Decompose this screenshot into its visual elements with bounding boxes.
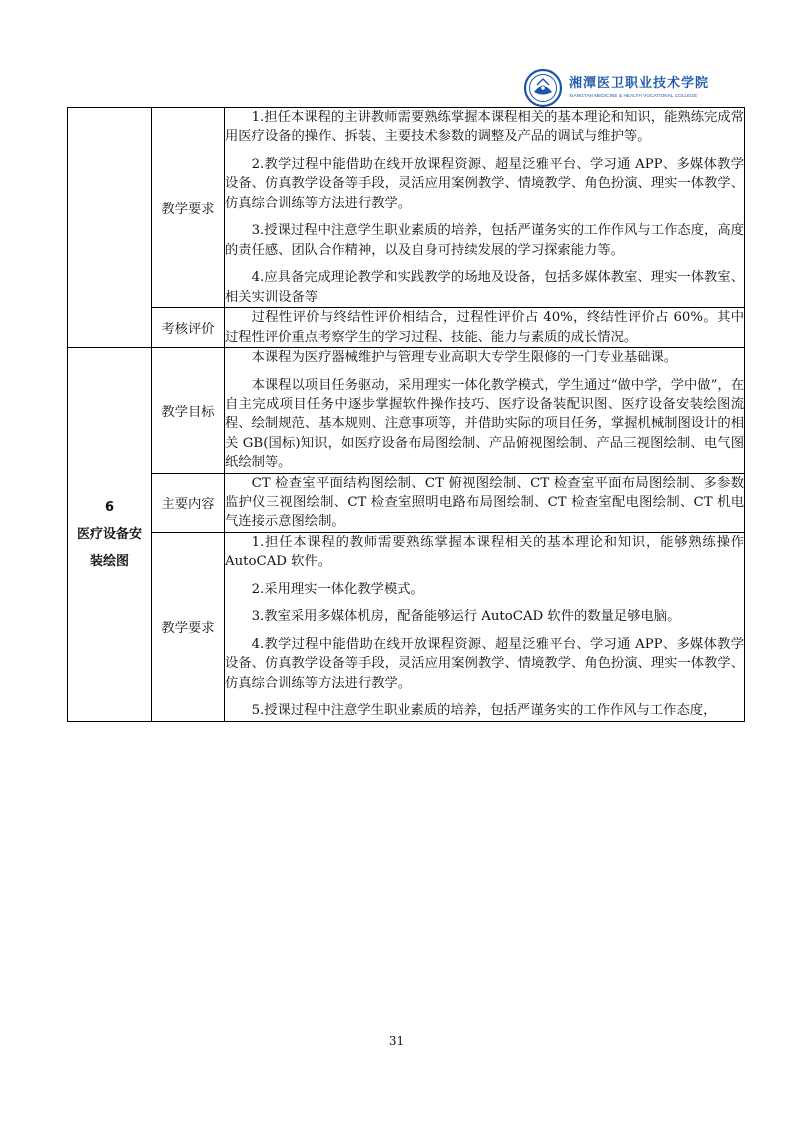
paragraph: 本课程以项目任务驱动，采用理实一体化教学模式，学生通过“做中学，学中做”，在自主完成项目任务中逐步掌握软件操作技巧、医疗设备装配识图、医疗设备安装绘图流程、绘制规范、基本规则、注意事项等，并借助实际的项目任务，掌握机械制图设计的相关 GB(国标)知识，如医疗设备布局图绘制、产品俯视图绘制、产品三视图绘制、电气图纸绘制等。 [225, 377, 744, 471]
row-label: 教学要求 [152, 108, 225, 308]
module-name-line2: 装绘图 [89, 553, 129, 569]
table-row [68, 473, 745, 532]
row-label: 教学目标 [152, 348, 225, 474]
curriculum-table [67, 107, 745, 722]
page-number: 31 [388, 1034, 405, 1048]
module-number: 6 [104, 499, 115, 515]
table-row [68, 108, 745, 308]
paragraph: 1.担任本课程的主讲教师需要熟练掌握本课程相关的基本理论和知识，能熟练完成常用医疗设备的操作、拆装、主要技术参数的调整及产品的调试与维护等。 [225, 110, 744, 145]
table-row [68, 532, 745, 721]
row-content [225, 348, 745, 474]
module-cell-continued [68, 108, 152, 348]
paragraph: 5.授课过程中注意学生职业素质的培养，包括严谨务实的工作作风与工作态度， [251, 703, 717, 719]
paragraph: 1.担任本课程的教师需要熟练掌握本课程相关的基本理论和知识，能够熟练操作 AutoCAD 软件。 [225, 534, 744, 570]
row-content [225, 108, 745, 308]
paragraph: 3.授课过程中注意学生职业素质的培养，包括严谨务实的工作作风与工作态度，高度的责任感、团队合作精神，以及自身可持续发展的学习探索能力等。 [225, 223, 744, 258]
row-label: 主要内容 [152, 473, 225, 532]
paragraph: 3.教室采用多媒体机房，配备能够运行 AutoCAD 软件的数量足够电脑。 [251, 609, 681, 625]
college-logo [523, 66, 728, 110]
table-row [68, 348, 745, 474]
table-row [68, 308, 745, 348]
module-name-line1: 医疗设备安 [76, 526, 142, 542]
college-emblem-icon [523, 68, 563, 108]
paragraph: CT 检查室平面结构图绘制、CT 俯视图绘制、CT 检查室平面布局图绘制、多参数监护仪三视图绘制、CT 检查室照明电路布局图绘制、CT 检查室配电图绘制、CT 机电气连接示意图绘制。 [225, 475, 744, 530]
row-label: 考核评价 [152, 308, 225, 348]
row-label: 教学要求 [152, 532, 225, 721]
paragraph: 2.教学过程中能借助在线开放课程资源、超星泛雅平台、学习通 APP、多媒体教学设备、仿真教学设备等手段，灵活应用案例教学、情境教学、角色扮演、理实一体教学、仿真综合训练等方法进行教学。 [225, 157, 744, 211]
paragraph: 过程性评价与终结性评价相结合，过程性评价占 40%，终结性评价占 60%。其中过程性评价重点考察学生的学习过程、技能、能力与素质的成长情况。 [225, 310, 744, 345]
row-content [225, 308, 745, 348]
row-content [225, 473, 745, 532]
college-name-cn: 湘潭医卫职业技术学院 [569, 76, 710, 92]
row-content [225, 532, 745, 721]
paragraph: 4.教学过程中能借助在线开放课程资源、超星泛雅平台、学习通 APP、多媒体教学设备、仿真教学设备等手段，灵活应用案例教学、情境教学、角色扮演、理实一体教学、仿真综合训练等方法进行教学。 [225, 637, 744, 691]
paragraph: 2.采用理实一体化教学模式。 [251, 581, 424, 597]
paragraph: 4.应具备完成理论教学和实践教学的场地及设备，包括多媒体教室、理实一体教室、相关实训设备等 [225, 270, 744, 305]
paragraph: 本课程为医疗器械维护与管理专业高职大专学生限修的一门专业基础课。 [251, 350, 678, 366]
college-name-en: XIANGTAN MEDICINE & HEALTH VOCATIONAL COLLEGE [569, 93, 698, 99]
module-cell-6 [68, 348, 152, 722]
